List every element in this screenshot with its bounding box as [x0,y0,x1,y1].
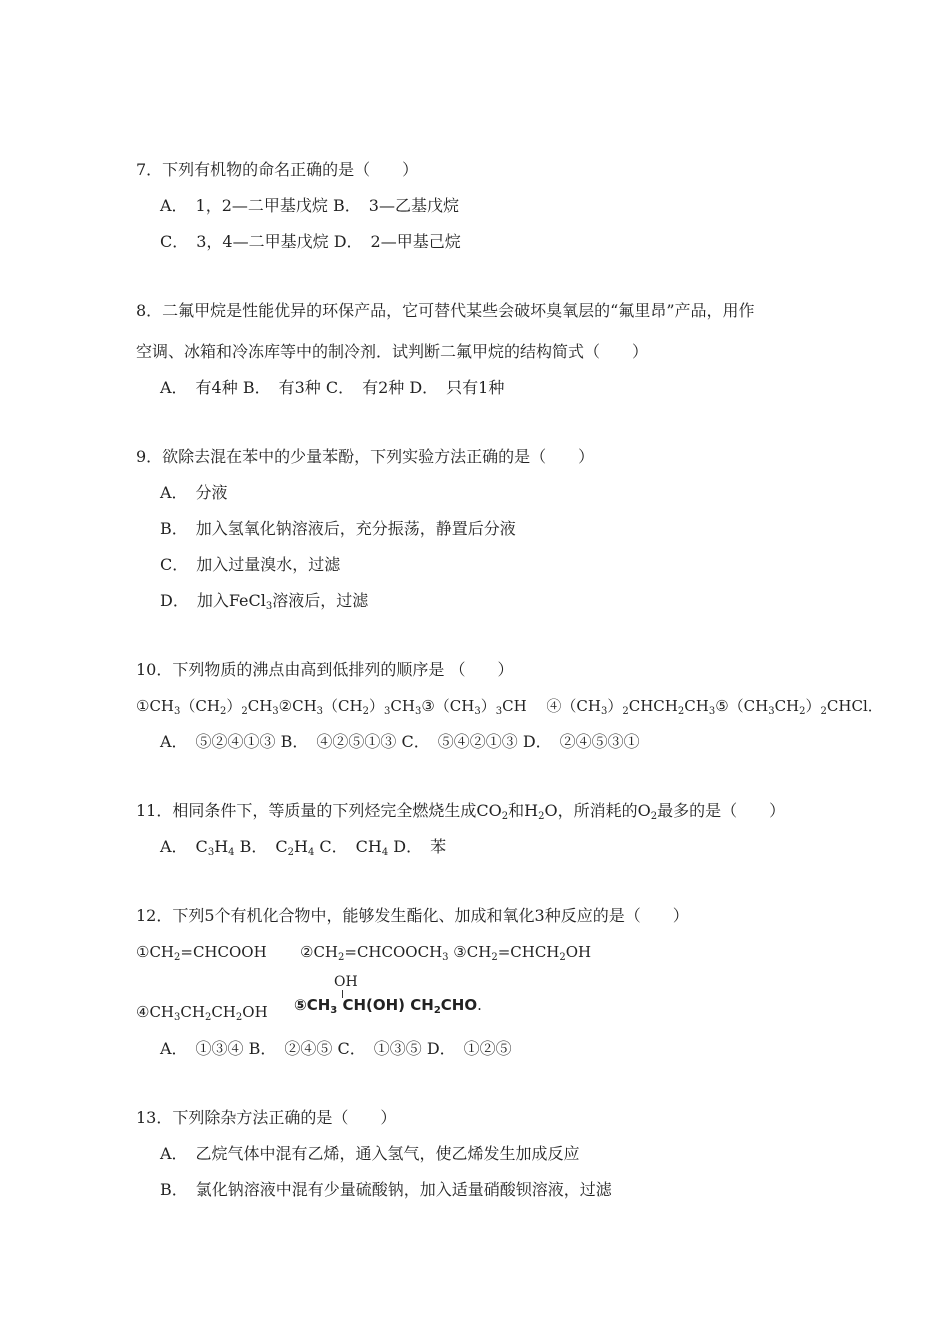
q12-options: A． ①③④ B． ②④⑤ C． ①③⑤ D． ①②⑤ [160,1039,512,1058]
q11-stem: 11．相同条件下，等质量的下列烃完全燃烧生成$CO_2$和$H_2O$，所消耗的$O_2$最多的是（ ） [136,801,786,822]
q12-compound-1: $①CH_2=CHCOOH$ [136,943,267,963]
q8-stem-line1: 8．二氟甲烷是性能优异的环保产品，它可替代某些会破坏臭氧层的“氟里昂”产品，用作 [136,301,755,320]
q12-compound-4: $④CH_3CH_2CH_2OH$ [136,1003,268,1023]
q12-stem: 12．下列5个有机化合物中，能够发生酯化、加成和氧化3种反应的是（ ） [136,906,689,925]
q8-options: A． 有4种 B． 有3种 C． 有2种 D． 只有1种 [160,378,505,397]
q9-option-d: D． 加入FeCl$_3$溶液后，过滤 [160,591,369,612]
q10-compounds: $①CH_3(CH_2)_2CH_3②CH_3(CH_2)_3CH_3③(CH_3)_3CH$ $④(CH_3)_2CHCH_2CH_3⑤(CH_3CH_2)_2CHCl$． [136,697,883,717]
q13-stem: 13．下列除杂方法正确的是（ ） [136,1108,397,1127]
q11-options: A． $C_3H_4$ B． $C_2H_4$ C． $CH_4$ D． 苯 [160,837,447,858]
q12-compound-5: $⑤CH_3$ CH(OH) $CH_2CHO$. [294,996,482,1016]
q7-options-line2: C． 3，4—二甲基戊烷 D． 2—甲基己烷 [160,232,461,251]
q7-options-line1: A． 1，2—二甲基戊烷 B． 3—乙基戊烷 [160,196,459,215]
q13-option-b: B． 氯化钠溶液中混有少量硫酸钠，加入适量硝酸钡溶液，过滤 [160,1180,612,1199]
q7-stem: 7．下列有机物的命名正确的是（ ） [136,160,419,179]
q9-option-b: B． 加入氢氧化钠溶液后，充分振荡，静置后分液 [160,519,516,538]
q12-compound-2-3: $②CH_2=CHCOOCH_3$ $③CH_2=CHCH_2OH$ [300,943,592,963]
q10-stem: 10．下列物质的沸点由高到低排列的顺序是 （ ） [136,660,514,679]
q9-option-a: A． 分液 [160,483,228,502]
q8-stem-line2: 空调、冰箱和冷冻库等中的制冷剂．试判断二氟甲烷的结构简式（ ） [136,342,649,361]
q10-options: A． ⑤②④①③ B． ④②⑤①③ C． ⑤④②①③ D． ②④⑤③① [160,732,640,751]
q12-oh-label: OH [334,974,358,990]
q13-option-a: A． 乙烷气体中混有乙烯，通入氢气，使乙烯发生加成反应 [160,1144,580,1163]
q9-option-c: C． 加入过量溴水，过滤 [160,555,341,574]
q9-stem: 9．欲除去混在苯中的少量苯酚，下列实验方法正确的是（ ） [136,447,595,466]
